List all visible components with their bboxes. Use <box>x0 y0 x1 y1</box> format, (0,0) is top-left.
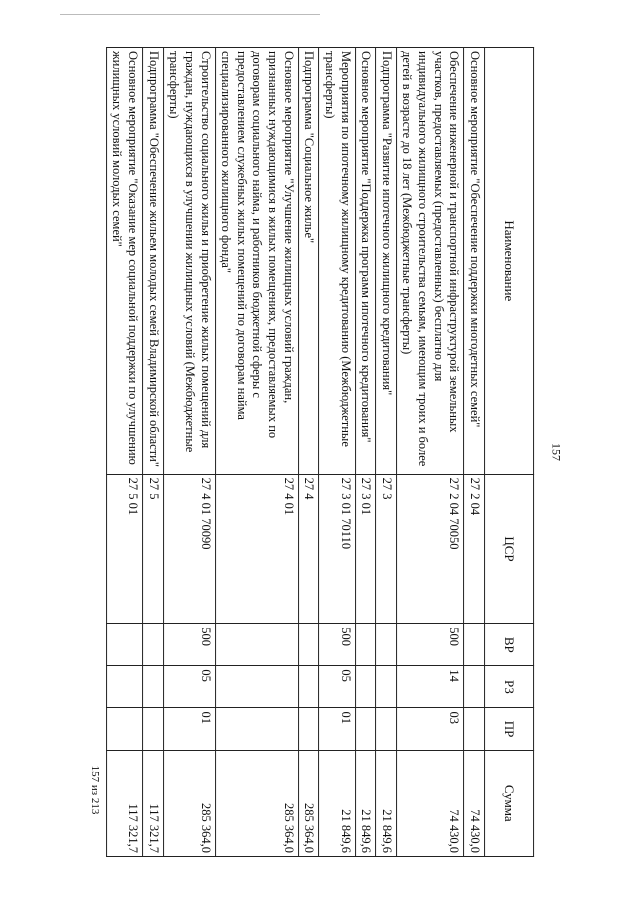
cell-sum: 21 849,6 <box>319 750 355 856</box>
scan-edge-line <box>60 14 320 15</box>
cell-vr <box>215 624 298 666</box>
cell-name: Обеспечение инженерной и транспортной инфраструктурой земельных участков, предоставляемых (предоставленных) бесплатно для индивидуального жилищного строительства семьям, имеющим троих и более детей в возрасте до 18 лет (Межбюджетные трансферты) <box>396 48 464 475</box>
cell-sum: 21 849,6 <box>376 750 397 856</box>
cell-sum: 74 430,0 <box>396 750 464 856</box>
cell-sum: 74 430,0 <box>464 750 485 856</box>
cell-name: Мероприятия по ипотечному жилищному кредитованию (Межбюджетные трансферты) <box>319 48 355 475</box>
cell-rz <box>143 666 164 708</box>
table-row <box>376 48 397 857</box>
cell-sum: 285 364,0 <box>298 750 319 856</box>
cell-pr <box>298 708 319 750</box>
table-row <box>143 48 164 857</box>
cell-vr: 500 <box>396 624 464 666</box>
page-number: 157 <box>549 443 564 461</box>
table-row <box>215 48 298 857</box>
cell-vr <box>143 624 164 666</box>
table-row <box>355 48 376 857</box>
budget-table <box>106 47 534 857</box>
cell-sum: 285 364,0 <box>215 750 298 856</box>
cell-vr <box>355 624 376 666</box>
cell-rz <box>106 666 142 708</box>
header-name: Наименование <box>485 48 534 475</box>
cell-name: Подпрограмма "Обеспечение жильем молодых семей Владимирской области" <box>143 48 164 475</box>
cell-csr: 27 3 <box>376 474 397 624</box>
page-footer: 157 из 213 <box>89 765 101 815</box>
cell-csr: 27 4 01 70090 <box>163 474 215 624</box>
cell-csr: 27 4 01 <box>215 474 298 624</box>
cell-rz <box>376 666 397 708</box>
cell-name: Строительство социального жилья и приобретение жилых помещений для граждан, нуждающихся в улучшении жилищных условий (Межбюджетные трансферты) <box>163 48 215 475</box>
cell-vr <box>106 624 142 666</box>
cell-rz: 14 <box>396 666 464 708</box>
table-row <box>396 48 464 857</box>
cell-name: Основное мероприятие "Оказание мер социальной поддержки по улучшению жилищных условий молодых семей" <box>106 48 142 475</box>
cell-name: Подпрограмма "Социальное жилье" <box>298 48 319 475</box>
cell-rz <box>464 666 485 708</box>
table-row <box>106 48 142 857</box>
table-row <box>464 48 485 857</box>
table-header-row <box>485 48 534 857</box>
header-rz: РЗ <box>485 666 534 708</box>
cell-vr: 500 <box>163 624 215 666</box>
cell-vr <box>464 624 485 666</box>
cell-pr <box>376 708 397 750</box>
cell-pr: 03 <box>396 708 464 750</box>
table-row <box>298 48 319 857</box>
rotated-page-content <box>106 47 534 857</box>
cell-pr: 01 <box>319 708 355 750</box>
cell-name: Основное мероприятие "Обеспечение поддержки многодетных семей" <box>464 48 485 475</box>
cell-vr: 500 <box>319 624 355 666</box>
cell-vr <box>376 624 397 666</box>
cell-name: Основное мероприятие "Улучшение жилищных условий граждан, признанных нуждающимися в жилых помещениях, предоставляемых по договорам социального найма, и работников бюджетной сферы с предоставлением служебных жилых помещений по договорам найма специализированного жилищного фонда" <box>215 48 298 475</box>
cell-pr <box>464 708 485 750</box>
cell-rz <box>355 666 376 708</box>
header-vr: ВР <box>485 624 534 666</box>
cell-rz <box>215 666 298 708</box>
table-row <box>319 48 355 857</box>
cell-pr <box>143 708 164 750</box>
cell-csr: 27 2 04 70050 <box>396 474 464 624</box>
cell-name: Подпрограмма "Развитие ипотечного жилищного кредитования" <box>376 48 397 475</box>
header-pr: ПР <box>485 708 534 750</box>
cell-vr <box>298 624 319 666</box>
cell-csr: 27 2 04 <box>464 474 485 624</box>
cell-sum: 117 321,7 <box>106 750 142 856</box>
cell-rz: 05 <box>319 666 355 708</box>
cell-rz: 05 <box>163 666 215 708</box>
cell-pr: 01 <box>163 708 215 750</box>
cell-csr: 27 4 <box>298 474 319 624</box>
cell-pr <box>355 708 376 750</box>
cell-sum: 285 364,0 <box>163 750 215 856</box>
cell-sum: 117 321,7 <box>143 750 164 856</box>
cell-csr: 27 5 01 <box>106 474 142 624</box>
header-sum: Сумма <box>485 750 534 856</box>
cell-sum: 21 849,6 <box>355 750 376 856</box>
cell-pr <box>106 708 142 750</box>
cell-pr <box>215 708 298 750</box>
header-csr: ЦСР <box>485 474 534 624</box>
cell-name: Основное мероприятие "Поддержка программ ипотечного кредитования" <box>355 48 376 475</box>
table-row <box>163 48 215 857</box>
cell-csr: 27 5 <box>143 474 164 624</box>
cell-csr: 27 3 01 <box>355 474 376 624</box>
cell-csr: 27 3 01 70110 <box>319 474 355 624</box>
cell-rz <box>298 666 319 708</box>
